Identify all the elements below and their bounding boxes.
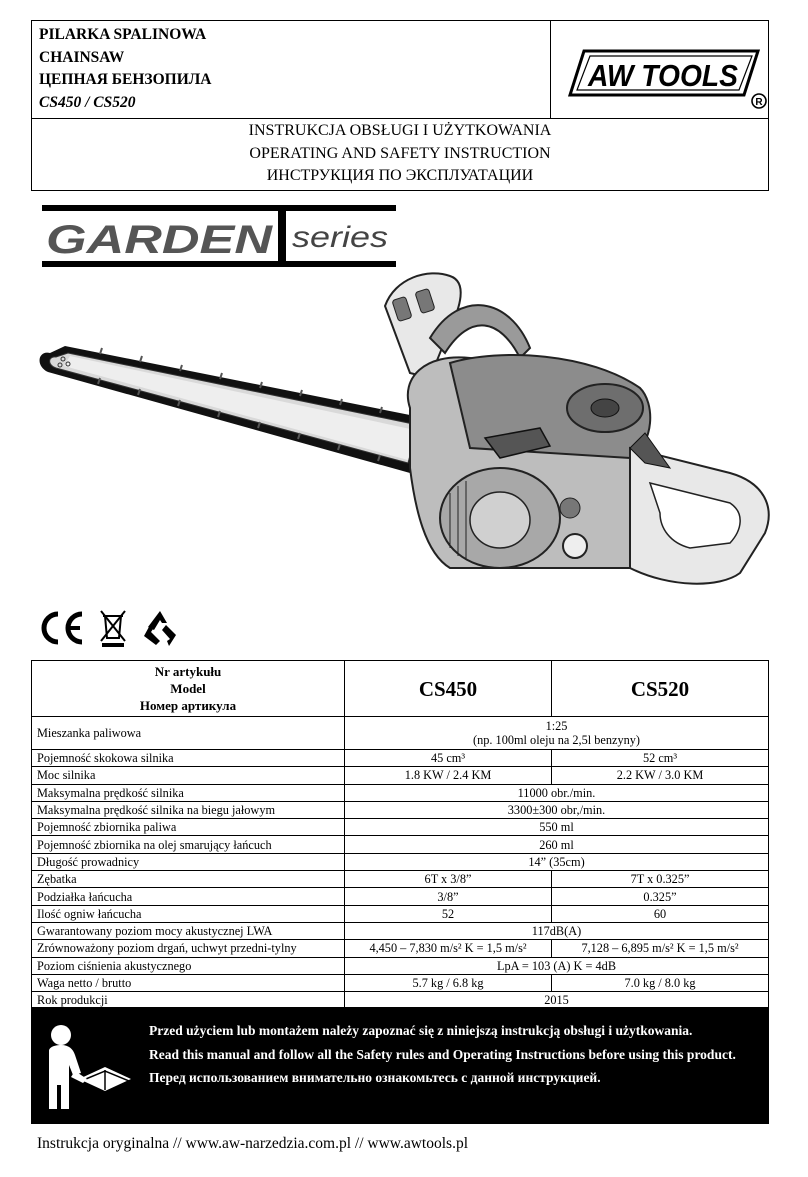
spec-row <box>32 853 769 870</box>
spec-value-text: 14” (35cm) <box>528 854 585 869</box>
logo-text: AW TOOLS <box>587 58 739 93</box>
spec-label: Rok produkcji <box>32 992 345 1009</box>
certification-icons <box>38 607 180 649</box>
spec-row <box>32 888 769 905</box>
header-ru: Номер артикула <box>139 698 237 713</box>
warning-ru: Перед использованием внимательно ознакомьтесь с данной инструкцией. <box>149 1070 601 1085</box>
spec-value-text: 3300±300 obr,/min. <box>507 803 606 818</box>
spec-value-shared <box>345 836 769 853</box>
spec-value-text: 2015 <box>544 993 569 1008</box>
spec-label: Ilość ogniw łańcucha <box>32 905 345 922</box>
spec-row <box>32 922 769 939</box>
spec-label: Waga netto / brutto <box>32 974 345 991</box>
spec-row <box>32 801 769 818</box>
spec-label: Zrównoważony poziom drgań, uchwyt przedni-tylny <box>32 940 345 957</box>
spec-value-shared <box>345 853 769 870</box>
spec-value-text: 550 ml <box>539 820 574 835</box>
model-numbers: CS450 / CS520 <box>39 93 136 111</box>
spec-value-cs450: 5.7 kg / 6.8 kg <box>345 974 552 991</box>
spec-value-shared <box>345 957 769 974</box>
spec-value-text: LpA = 103 (A) K = 4dB <box>496 958 617 973</box>
spec-row <box>32 767 769 784</box>
model-cs450-header: CS450 <box>345 661 552 717</box>
read-manual-banner <box>31 1007 769 1124</box>
spec-value-shared <box>345 784 769 801</box>
weee-bin-icon <box>98 608 128 648</box>
spec-value-cs450: 1.8 KW / 2.4 KM <box>345 767 552 784</box>
title-en: CHAINSAW <box>39 48 125 66</box>
spec-label: Pojemność zbiornika paliwa <box>32 819 345 836</box>
spec-label: Zębatka <box>32 871 345 888</box>
spec-row <box>32 957 769 974</box>
series-word: series <box>292 221 388 254</box>
header-pl: Nr artykułu <box>154 664 222 679</box>
spec-header-row <box>32 661 769 717</box>
instruction-title-box <box>31 118 769 191</box>
spec-label: Maksymalna prędkość silnika na biegu jałowym <box>32 801 345 818</box>
garden-word: GARDEN <box>46 218 274 262</box>
title-pl: PILARKA SPALINOWA <box>39 26 207 43</box>
awtools-logo-icon <box>568 43 770 109</box>
warning-pl: Przed użyciem lub montażem należy zapoznać się z niniejszą instrukcją obsługi i użytkowania. <box>149 1023 693 1038</box>
spec-row <box>32 784 769 801</box>
instruction-ru: ИНСТРУКЦИЯ ПО ЭКСПЛУАТАЦИИ <box>266 167 534 184</box>
spec-value-text: 260 ml <box>539 837 574 852</box>
footer-links: Instrukcja oryginalna // www.aw-narzedzia.com.pl // www.awtools.pl <box>37 1135 469 1152</box>
spec-value-text: 1:25 <box>545 719 568 733</box>
spec-row <box>32 836 769 853</box>
spec-row <box>32 940 769 957</box>
spec-value-text: 117dB(A) <box>531 924 582 939</box>
header-en: Model <box>170 681 206 696</box>
specification-table <box>31 660 769 1009</box>
spec-label: Maksymalna prędkość silnika <box>32 784 345 801</box>
spec-label: Pojemność zbiornika na olej smarujący łańcuch <box>32 836 345 853</box>
spec-label: Pojemność skokowa silnika <box>32 750 345 767</box>
article-header-cell <box>32 661 345 717</box>
warning-en: Read this manual and follow all the Safety rules and Operating Instructions before using this product. <box>149 1046 736 1062</box>
spec-label: Podziałka łańcucha <box>32 888 345 905</box>
spec-row <box>32 819 769 836</box>
spec-value-note: (np. 100ml oleju na 2,5l benzyny) <box>473 733 640 747</box>
spec-label: Moc silnika <box>32 767 345 784</box>
spec-row <box>32 750 769 767</box>
product-title <box>39 24 212 114</box>
spec-value-shared <box>345 717 769 750</box>
spec-value-cs450: 4,450 – 7,830 m/s² K = 1,5 m/s² <box>345 940 552 957</box>
instruction-en: OPERATING AND SAFETY INSTRUCTION <box>249 144 551 162</box>
title-ru: ЦЕПНАЯ БЕНЗОПИЛА <box>39 71 212 88</box>
header-divider <box>550 21 551 118</box>
header-box <box>31 20 769 119</box>
spec-value-cs450: 52 <box>345 905 552 922</box>
spec-label: Gwarantowany poziom mocy akustycznej LWA <box>32 922 345 939</box>
spec-label: Długość prowadnicy <box>32 853 345 870</box>
spec-value-cs520: 7T x 0.325” <box>552 871 769 888</box>
spec-row <box>32 974 769 991</box>
spec-value-cs520: 7,128 – 6,895 m/s² K = 1,5 m/s² <box>552 940 769 957</box>
spec-value-shared <box>345 819 769 836</box>
chainsaw-illustration <box>30 268 775 588</box>
instruction-pl: INSTRUKCJA OBSŁUGI I UŻYTKOWANIA <box>248 122 552 139</box>
ce-mark-icon <box>38 610 86 646</box>
spec-value-cs450: 3/8” <box>345 888 552 905</box>
model-cs520-header: CS520 <box>552 661 769 717</box>
spec-value-text: 11000 obr./min. <box>517 785 596 800</box>
svg-text:R: R <box>755 97 763 108</box>
spec-row <box>32 905 769 922</box>
recycle-icon <box>140 608 180 648</box>
spec-row <box>32 717 769 750</box>
garden-series-banner <box>42 205 396 267</box>
banner-text <box>149 1022 761 1093</box>
spec-value-shared <box>345 922 769 939</box>
spec-value-cs520: 60 <box>552 905 769 922</box>
spec-label: Poziom ciśnienia akustycznego <box>32 957 345 974</box>
spec-label: Mieszanka paliwowa <box>32 717 345 750</box>
spec-value-cs450: 6T x 3/8” <box>345 871 552 888</box>
spec-value-cs450: 45 cm³ <box>345 750 552 767</box>
spec-value-cs520: 0.325” <box>552 888 769 905</box>
spec-value-cs520: 52 cm³ <box>552 750 769 767</box>
read-manual-icon <box>41 1021 137 1113</box>
spec-value-cs520: 2.2 KW / 3.0 KM <box>552 767 769 784</box>
spec-value-cs520: 7.0 kg / 8.0 kg <box>552 974 769 991</box>
spec-value-shared <box>345 801 769 818</box>
spec-row <box>32 871 769 888</box>
